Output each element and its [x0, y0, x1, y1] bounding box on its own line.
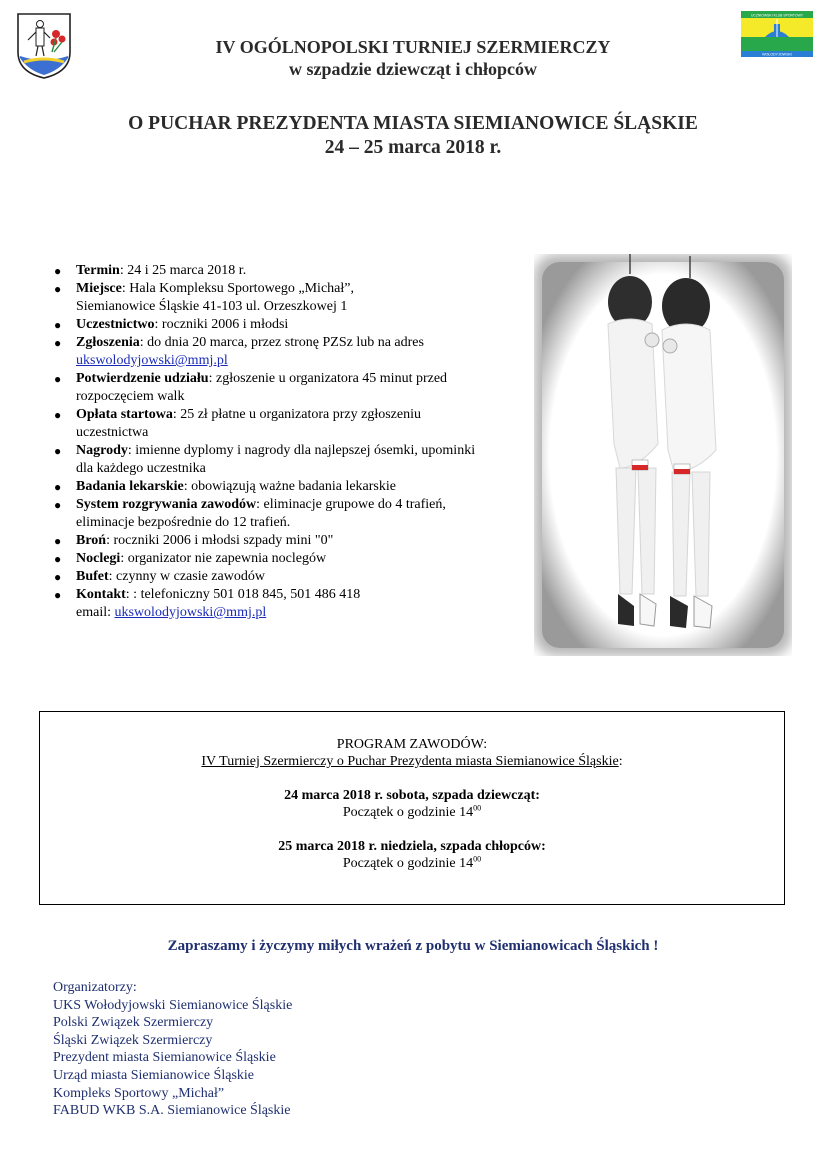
program-heading: PROGRAM ZAWODÓW: — [336, 737, 488, 752]
list-item: ● Bufet: czynny w czasie zawodów — [54, 569, 265, 584]
list-item: ● Miejsce: Hala Kompleksu Sportowego „Michał”, Siemianowice Śląskie 41-103 ul. Orzeszkowej 1 — [54, 281, 354, 314]
day1-title: 24 marca 2018 r. sobota, szpada dziewcząt: — [284, 788, 540, 803]
day1-start: Początek o godzinie $14^{00}$ — [342, 803, 482, 820]
list-item: ● Termin: 24 i 25 marca 2018 r. — [54, 263, 247, 278]
email-link[interactable]: ukswolodyjowski@mmj.pl — [76, 353, 228, 368]
list-item: ● Noclegi: organizator nie zapewnia noclegów — [54, 551, 327, 566]
program-box — [39, 711, 785, 905]
list-item: ● System rozgrywania zawodów: eliminacje grupowe do 4 trafień, eliminacje bezpośrednie do 12 trafień. — [54, 497, 446, 530]
organizers-list — [53, 979, 292, 1120]
email-link[interactable]: ukswolodyjowski@mmj.pl — [114, 605, 267, 620]
invitation-text: Zapraszamy i życzymy miłych wrażeń z pobytu w Siemianowicach Śląskich ! — [167, 938, 659, 954]
bullet-icon: ● — [54, 570, 62, 584]
list-item: ● Kontakt: : telefoniczny 501 018 845, 501 486 418 email: ukswolodyjowski@mmj.pl — [54, 587, 361, 620]
fencers-photo — [534, 254, 792, 656]
bullet-icon: ● — [54, 552, 62, 566]
list-item: ● Broń: roczniki 2006 i młodsi szpady mini "0" — [54, 533, 334, 548]
bullet-icon: ● — [54, 408, 62, 422]
list-item: ● Badania lekarskie: obowiązują ważne badania lekarskie — [54, 479, 396, 494]
bullet-icon: ● — [54, 534, 62, 548]
tournament-title — [80, 36, 746, 80]
bullet-icon: ● — [54, 372, 62, 386]
organizer-item: UKS Wołodyjowski Siemianowice Śląskie — [53, 997, 293, 1013]
trophy-title — [80, 112, 746, 160]
program-subtitle-line: IV Turniej Szermierczy o Puchar Prezydenta miasta Siemianowice Śląskie: — [201, 754, 623, 769]
club-logo-text-bottom: WOŁODYJOWSKI — [762, 52, 792, 57]
bullet-icon: ● — [54, 336, 62, 350]
organizer-item: FABUD WKB S.A. Siemianowice Śląskie — [53, 1103, 291, 1119]
list-item: ● Zgłoszenia: do dnia 20 marca, przez stronę PZSz lub na adres ukswolodyjowski@mmj.pl — [54, 335, 424, 368]
bullet-icon: ● — [54, 498, 62, 512]
bullet-icon: ● — [54, 264, 62, 278]
organizer-item: Urząd miasta Siemianowice Śląskie — [53, 1067, 254, 1083]
title-line-2: w szpadzie dziewcząt i chłopców — [289, 59, 537, 79]
bullet-icon: ● — [54, 480, 62, 494]
list-item: ● Opłata startowa: 25 zł płatne u organizatora przy zgłoszeniu uczestnictwa — [54, 407, 421, 440]
title-line-3: O PUCHAR PREZYDENTA MIASTA SIEMIANOWICE ŚLĄSKIE — [128, 113, 698, 134]
day2-title: 25 marca 2018 r. niedziela, szpada chłopców: — [278, 839, 546, 854]
organizer-item: Kompleks Sportowy „Michał” — [53, 1085, 225, 1101]
bullet-icon: ● — [54, 282, 62, 296]
bullet-icon: ● — [54, 444, 62, 458]
program-subtitle: IV Turniej Szermierczy o Puchar Prezydenta miasta Siemianowice Śląskie — [201, 754, 619, 769]
organizer-item: Śląski Związek Szermierczy — [53, 1032, 213, 1048]
title-line-4: 24 – 25 marca 2018 r. — [324, 137, 502, 158]
bullet-icon: ● — [54, 318, 62, 332]
info-list — [54, 262, 524, 622]
organizers-heading: Organizatorzy: — [53, 980, 137, 995]
title-line-1: IV OGÓLNOPOLSKI TURNIEJ SZERMIERCZY — [215, 37, 611, 57]
city-crest-logo — [16, 12, 72, 80]
club-logo-text-top: UCZNIOWSKI KLUB SPORTOWY — [750, 13, 804, 18]
organizer-item: Prezydent miasta Siemianowice Śląskie — [53, 1050, 276, 1066]
organizer-item: Polski Związek Szermierczy — [53, 1015, 214, 1031]
club-logo — [741, 11, 813, 57]
day2-start: Początek o godzinie $14^{00}$ — [342, 854, 482, 871]
bullet-icon: ● — [54, 588, 62, 602]
list-item: ● Uczestnictwo: roczniki 2006 i młodsi — [54, 317, 289, 332]
list-item: ● Potwierdzenie udziału: zgłoszenie u organizatora 45 minut przed rozpoczęciem walk — [54, 371, 448, 404]
list-item: ● Nagrody: imienne dyplomy i nagrody dla najlepszej ósemki, upominki dla każdego uczestnika — [54, 443, 476, 476]
